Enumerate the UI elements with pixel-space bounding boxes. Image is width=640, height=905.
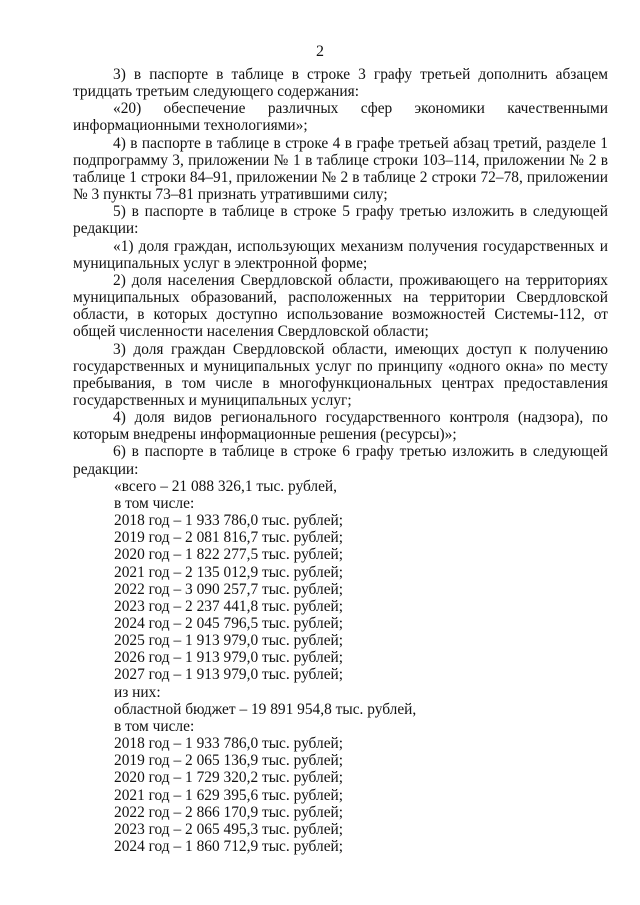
regional-year-line: 2023 год – 2 065 495,3 тыс. рублей; [114, 820, 344, 838]
funding-year-line: 2019 год – 2 081 816,7 тыс. рублей; [114, 529, 344, 547]
funding-year-line: 2022 год – 3 090 257,7 тыс. рублей; [114, 580, 344, 598]
funding-subheading: в том числе: [114, 717, 195, 735]
funding-year-line: 2024 год – 2 045 796,5 тыс. рублей; [114, 615, 344, 632]
paragraph-item-4: 4) в паспорте в таблице в строке 4 в графе третьей абзац третий, разделе 1 подпрограмму 3, приложении № 1 в таблице строки 103–114, приложении № 2 в таблице 1 строки 84–91, приложении № 2 в таблице 2 строки 72–78, приложении № 3 пункты 73–81 признать утратившими силу; [73, 134, 608, 204]
page-number: 2 [316, 43, 324, 60]
funding-year-line: 2020 год – 1 822 277,5 тыс. рублей; [114, 546, 344, 564]
regional-year-line: 2018 год – 1 933 786,0 тыс. рублей; [114, 735, 344, 753]
document-body [73, 66, 608, 855]
regional-budget-total-line: областной бюджет – 19 891 954,8 тыс. рублей, [114, 700, 417, 718]
funding-subheading: из них: [114, 683, 161, 701]
paragraph-item-3: 3) в паспорте в таблице в строке 3 графу третьей дополнить абзацем тридцать третьим следующего содержания: [73, 66, 608, 101]
paragraph-item-6: 6) в паспорте в таблице в строке 6 графу третью изложить в следующей редакции: [73, 443, 608, 478]
paragraph-indicator-4: 4) доля видов регионального государственного контроля (надзора), по которым внедрены информационные решения (ресурсы)»; [73, 409, 608, 444]
funding-year-line: 2027 год – 1 913 979,0 тыс. рублей; [114, 666, 344, 684]
paragraph-indicator-1: «1) доля граждан, использующих механизм получения государственных и муниципальных услуг в электронной форме; [73, 237, 608, 272]
regional-year-line: 2022 год – 2 866 170,9 тыс. рублей; [114, 803, 344, 821]
funding-year-line: 2026 год – 1 913 979,0 тыс. рублей; [114, 649, 344, 667]
regional-year-line: 2019 год – 2 065 136,9 тыс. рублей; [114, 752, 344, 770]
funding-total-line: «всего – 21 088 326,1 тыс. рублей, [114, 477, 338, 495]
paragraph-indicator-3: 3) доля граждан Свердловской области, имеющих доступ к получению государственных и муниципальных услуг по принципу «одного окна» по месту пребывания, в том числе в многофункциональных центрах предоставления государственных и муниципальных услуг; [73, 340, 608, 409]
regional-year-line: 2020 год – 1 729 320,2 тыс. рублей; [114, 769, 344, 787]
paragraph-indicator-2: 2) доля населения Свердловской области, проживающего на территориях муниципальных образований, расположенных на территории Свердловской области, в которых доступно использование возможностей Системы-112, от общей численности населения Свердловской области; [73, 271, 608, 341]
funding-year-line: 2025 год – 1 913 979,0 тыс. рублей; [114, 632, 344, 650]
funding-year-line: 2023 год – 2 237 441,8 тыс. рублей; [114, 597, 344, 615]
paragraph-item-5: 5) в паспорте в таблице в строке 5 графу третью изложить в следующей редакции: [73, 203, 608, 238]
funding-year-line: 2021 год – 2 135 012,9 тыс. рублей; [114, 563, 344, 581]
regional-year-line: 2024 год – 1 860 712,9 тыс. рублей; [114, 838, 344, 856]
funding-year-line: 2018 год – 1 933 786,0 тыс. рублей; [114, 512, 344, 530]
regional-year-line: 2021 год – 1 629 395,6 тыс. рублей; [114, 786, 344, 804]
paragraph-quote-20: «20) обеспечение различных сфер экономики качественными информационными технологиями»; [73, 100, 608, 135]
funding-subheading: в том числе: [114, 494, 195, 512]
